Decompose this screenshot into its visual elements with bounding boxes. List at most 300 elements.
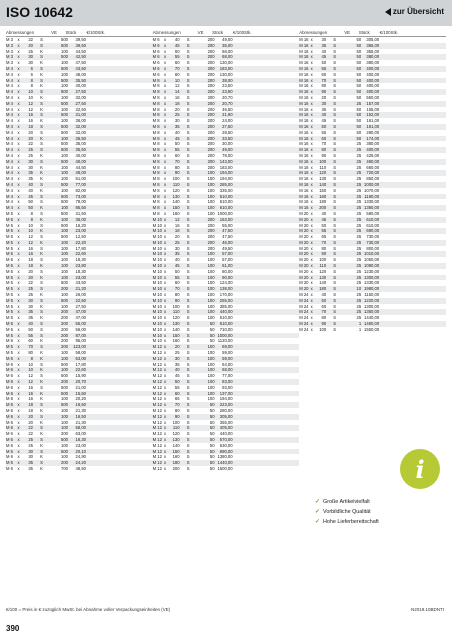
surface-cell: S	[186, 373, 190, 379]
times-cell: x	[17, 379, 20, 385]
quantity-cell: 25	[356, 228, 362, 234]
price-cell: 33,50	[222, 135, 233, 141]
surface-cell: S	[186, 222, 190, 228]
surface-cell: S	[333, 60, 337, 66]
quantity-cell: 25	[356, 199, 362, 205]
quantity-cell: 25	[356, 187, 362, 193]
price-cell: 1150,00	[364, 292, 380, 298]
thread-cell: M 16	[299, 205, 309, 211]
price-cell: 335,00	[219, 187, 233, 193]
length-cell: 60	[28, 338, 33, 344]
thread-cell: M 10	[152, 309, 162, 315]
surface-cell: S	[186, 193, 190, 199]
length-cell: 50	[174, 379, 180, 385]
surface-cell: K	[40, 176, 43, 182]
length-cell: 8	[30, 83, 33, 89]
quantity-cell: 100	[207, 193, 215, 199]
thread-cell: M 16	[299, 60, 309, 66]
price-cell: 400,00	[366, 71, 380, 77]
thread-cell: M 10	[152, 257, 162, 263]
quantity-cell: 100	[61, 367, 68, 373]
thread-cell: M 6	[6, 408, 13, 413]
footer-note: €/100 = Preis in € zuzüglich MwSt. bei Abnahme voller Verpackungseinheiten (VE)	[6, 607, 171, 612]
quantity-cell: 50	[209, 413, 215, 419]
price-cell: 46,00	[222, 239, 233, 245]
length-cell: 180	[319, 199, 327, 205]
thread-cell: M 4	[6, 176, 13, 182]
price-cell: 305,00	[366, 37, 380, 42]
thread-cell: M 6	[6, 436, 13, 442]
price-cell: 30,00	[222, 141, 233, 147]
times-cell: x	[164, 413, 167, 419]
length-cell: 8	[30, 355, 33, 361]
thread-cell: M 10	[152, 216, 162, 222]
thread-cell: M 12	[152, 361, 162, 367]
thread-cell: M 8	[152, 118, 160, 124]
price-cell: 83,00	[222, 379, 233, 385]
times-cell: x	[164, 355, 167, 361]
thread-cell: M 12	[152, 431, 162, 437]
surface-cell: S	[333, 292, 337, 298]
length-cell: 50	[174, 48, 180, 54]
length-cell: 10	[28, 367, 33, 373]
quantity-cell: 50	[356, 65, 362, 71]
times-cell: x	[164, 350, 167, 356]
surface-cell: S	[333, 54, 337, 60]
surface-cell: S	[186, 332, 190, 338]
times-cell: x	[17, 89, 20, 95]
times-cell: x	[17, 158, 20, 164]
surface-cell: S	[186, 112, 190, 118]
price-cell: 36,00	[75, 118, 86, 124]
price-cell: 22,20	[75, 239, 86, 245]
thread-cell: M 4	[6, 135, 13, 141]
price-cell: 630,00	[219, 442, 233, 448]
length-cell: 65	[321, 234, 327, 240]
quantity-cell: 100	[207, 297, 215, 303]
length-cell: 22	[28, 37, 33, 42]
quantity-cell: 100	[207, 199, 215, 205]
quantity-cell: 100	[61, 355, 68, 361]
times-cell: x	[164, 71, 167, 77]
thread-cell: M 24	[299, 309, 309, 315]
length-cell: 110	[172, 425, 180, 431]
thread-cell: M 4	[6, 147, 13, 153]
quantity-cell: 50	[209, 465, 215, 471]
quantity-cell: 100	[61, 303, 68, 309]
surface-cell: S	[40, 460, 43, 466]
times-cell: x	[164, 77, 167, 83]
price-cell: 35,00	[75, 141, 86, 147]
thread-cell: M 20	[299, 263, 309, 269]
times-cell: x	[310, 234, 313, 240]
times-cell: x	[17, 292, 20, 298]
times-cell: x	[17, 129, 20, 135]
length-cell: 20	[28, 413, 33, 419]
surface-cell: S	[186, 442, 190, 448]
surface-cell: S	[333, 274, 337, 280]
length-cell: 35	[28, 309, 33, 315]
length-cell: 30	[28, 60, 33, 66]
quantity-cell: 25	[356, 170, 362, 176]
length-cell: 12	[28, 234, 33, 240]
times-cell: x	[310, 245, 313, 251]
column-header-qty: Stück	[358, 30, 370, 36]
price-cell: 42,50	[75, 54, 86, 60]
length-cell: 80	[28, 350, 33, 356]
times-cell: x	[17, 193, 20, 199]
length-cell: 12	[28, 100, 33, 106]
length-cell: 110	[319, 263, 327, 269]
thread-cell: M 6	[6, 373, 13, 379]
surface-cell: K	[40, 152, 43, 158]
quantity-cell: 50	[209, 402, 215, 408]
surface-cell: S	[333, 37, 337, 42]
price-cell: 23,00	[75, 274, 86, 280]
surface-cell: S	[186, 297, 190, 303]
overview-link[interactable]	[385, 7, 444, 16]
length-cell: 40	[28, 181, 33, 187]
price-cell: 27,50	[222, 123, 233, 129]
price-cell: 22,60	[75, 367, 86, 373]
length-cell: 70	[174, 286, 180, 292]
price-cell: 1440,00	[217, 460, 233, 466]
quantity-cell: 700	[61, 465, 68, 471]
length-cell: 40	[174, 367, 180, 373]
price-cell: 21,30	[75, 419, 86, 425]
surface-cell: S	[333, 251, 337, 257]
thread-cell: M 12	[152, 454, 162, 460]
price-cell: 47,00	[75, 315, 86, 321]
times-cell: x	[164, 170, 167, 176]
price-cell: 27,50	[75, 100, 86, 106]
quantity-cell: 100	[61, 245, 68, 251]
length-cell: 40	[28, 187, 33, 193]
times-cell: x	[310, 54, 313, 60]
times-cell: x	[310, 37, 313, 42]
quantity-cell: 100	[207, 187, 215, 193]
quantity-cell: 100	[61, 176, 68, 182]
surface-cell: S	[186, 338, 190, 344]
thread-cell: M 10	[152, 251, 162, 257]
length-cell: 22	[28, 141, 33, 147]
surface-cell: S	[333, 210, 337, 216]
times-cell: x	[17, 54, 20, 60]
times-cell: x	[164, 402, 167, 408]
quantity-cell: 100	[61, 216, 68, 222]
price-cell: 1300,00	[364, 303, 380, 309]
thread-cell: M 10	[152, 274, 162, 280]
price-cell: 1330,00	[364, 280, 380, 286]
surface-cell: S	[186, 431, 190, 437]
surface-cell: S	[186, 390, 190, 396]
length-cell: 100	[319, 326, 327, 332]
times-cell: x	[164, 280, 167, 286]
times-cell: x	[164, 147, 167, 153]
price-cell: 56,00	[75, 326, 86, 332]
thread-cell: M 6	[152, 60, 160, 66]
quantity-cell: 200	[61, 326, 68, 332]
times-cell: x	[310, 71, 313, 77]
length-cell: 60	[174, 390, 180, 396]
times-cell: x	[164, 135, 167, 141]
times-cell: x	[310, 286, 313, 292]
times-cell: x	[17, 355, 20, 361]
times-cell: x	[310, 292, 313, 298]
price-cell: 32,00	[75, 123, 86, 129]
column-header-dim: Abmessungen	[6, 30, 35, 36]
thread-cell: M 8	[152, 89, 160, 95]
thread-cell: M 6	[6, 402, 13, 408]
quantity-cell: 25	[356, 268, 362, 274]
times-cell: x	[310, 257, 313, 263]
quantity-cell: 500	[61, 129, 68, 135]
length-cell: 8	[30, 210, 33, 216]
surface-cell: S	[186, 170, 190, 176]
quantity-cell: 100	[61, 205, 68, 211]
times-cell: x	[310, 210, 313, 216]
surface-cell: S	[333, 48, 337, 54]
quantity-cell: 200	[61, 309, 68, 315]
length-cell: 16	[28, 390, 33, 396]
surface-cell: S	[333, 170, 337, 176]
times-cell: x	[310, 181, 313, 187]
surface-cell: S	[186, 89, 190, 95]
quantity-cell: 25	[356, 210, 362, 216]
quantity-cell: 25	[356, 245, 362, 251]
quantity-cell: 200	[207, 89, 215, 95]
page-header	[0, 0, 452, 26]
length-cell: 16	[174, 94, 180, 100]
price-cell: 22,50	[75, 297, 86, 303]
surface-cell: K	[40, 396, 43, 402]
price-cell: 20,10	[75, 448, 86, 454]
thread-cell: M 12	[152, 390, 162, 396]
price-tables	[6, 30, 446, 472]
surface-cell: K	[40, 454, 43, 460]
surface-cell: S	[40, 332, 43, 338]
price-cell: 85,50	[75, 205, 86, 211]
length-cell: 110	[172, 181, 180, 187]
length-cell: 35	[321, 42, 327, 48]
price-cell: 24,90	[75, 454, 86, 460]
thread-cell: M 6	[6, 361, 13, 367]
price-cell: 77,00	[222, 373, 233, 379]
price-cell: 425,00	[366, 152, 380, 158]
length-cell: 45	[174, 135, 180, 141]
length-cell: 60	[321, 71, 327, 77]
surface-cell: S	[186, 315, 190, 321]
quantity-cell: 50	[209, 321, 215, 327]
thread-cell: M 5	[6, 263, 13, 269]
length-cell: 70	[174, 65, 180, 71]
times-cell: x	[164, 396, 167, 402]
surface-cell: S	[186, 419, 190, 425]
thread-cell: M 4	[6, 170, 13, 176]
length-cell: 30	[321, 37, 327, 42]
length-cell: 12	[174, 216, 180, 222]
length-cell: 12	[28, 373, 33, 379]
quantity-cell: 100	[207, 176, 215, 182]
thread-cell: M 24	[299, 315, 309, 321]
surface-cell: S	[333, 158, 337, 164]
quantity-cell: 25	[356, 303, 362, 309]
thread-cell: M 8	[152, 187, 160, 193]
quantity-cell: 50	[356, 89, 362, 95]
price-cell: 194,00	[219, 176, 233, 182]
quantity-cell: 200	[207, 37, 215, 42]
length-cell: 30	[28, 303, 33, 309]
price-cell: 365,00	[366, 42, 380, 48]
length-cell: 130	[319, 176, 327, 182]
thread-cell: M 20	[299, 216, 309, 222]
length-cell: 80	[174, 71, 180, 77]
surface-cell: S	[333, 257, 337, 263]
price-cell: 1500,00	[217, 465, 233, 471]
thread-cell: M 8	[152, 205, 160, 211]
surface-cell: S	[40, 129, 43, 135]
thread-cell: M 12	[152, 367, 162, 373]
thread-cell: M 8	[152, 181, 160, 187]
thread-cell: M 24	[299, 303, 309, 309]
surface-cell: S	[186, 448, 190, 454]
times-cell: x	[164, 216, 167, 222]
length-cell: 200	[319, 205, 327, 211]
length-cell: 120	[172, 315, 180, 321]
surface-cell: S	[186, 402, 190, 408]
quantity-cell: 200	[207, 94, 215, 100]
price-cell: 55,00	[222, 222, 233, 228]
times-cell: x	[310, 280, 313, 286]
thread-cell: M 12	[152, 460, 162, 466]
times-cell: x	[17, 431, 20, 437]
times-cell: x	[164, 390, 167, 396]
price-cell: 510,00	[219, 315, 233, 321]
surface-cell: S	[333, 118, 337, 124]
price-cell: 690,00	[219, 448, 233, 454]
length-cell: 30	[28, 297, 33, 303]
price-cell: 39,50	[75, 37, 86, 42]
length-cell: 40	[174, 129, 180, 135]
thread-cell: M 5	[6, 216, 13, 222]
times-cell: x	[164, 454, 167, 460]
thread-cell: M 4	[6, 71, 13, 77]
times-cell: x	[164, 54, 167, 60]
times-cell: x	[164, 379, 167, 385]
thread-cell: M 16	[299, 37, 309, 42]
surface-cell: S	[333, 315, 337, 321]
times-cell: x	[310, 205, 313, 211]
length-cell: 40	[174, 257, 180, 263]
length-cell: 40	[174, 37, 180, 42]
surface-cell: S	[333, 164, 337, 170]
times-cell: x	[164, 425, 167, 431]
thread-cell: M 5	[6, 321, 13, 327]
times-cell: x	[17, 413, 20, 419]
quantity-cell: 100	[61, 71, 68, 77]
thread-cell: M 10	[152, 286, 162, 292]
quantity-cell: 25	[356, 152, 362, 158]
table-row	[6, 466, 153, 472]
price-cell: 380,00	[366, 54, 380, 60]
surface-cell: K	[40, 216, 43, 222]
surface-cell: S	[186, 361, 190, 367]
thread-cell: M 4	[6, 181, 13, 187]
length-cell: 30	[28, 158, 33, 164]
surface-cell: S	[333, 129, 337, 135]
times-cell: x	[164, 448, 167, 454]
thread-cell: M 20	[299, 286, 309, 292]
price-cell: 51,00	[75, 176, 86, 182]
quantity-cell: 100	[61, 106, 68, 112]
price-cell: 27,50	[75, 89, 86, 95]
length-cell: 50	[174, 141, 180, 147]
surface-cell: K	[40, 106, 43, 112]
quantity-cell: 200	[207, 77, 215, 83]
length-cell: 55	[321, 228, 327, 234]
length-cell: 45	[174, 373, 180, 379]
thread-cell: M 16	[299, 118, 309, 124]
length-cell: 35	[174, 251, 180, 257]
price-cell: 163,00	[219, 216, 233, 222]
times-cell: x	[310, 164, 313, 170]
surface-cell: S	[333, 94, 337, 100]
thread-cell: M 8	[152, 193, 160, 199]
quantity-cell: 100	[61, 239, 68, 245]
thread-cell: M 20	[299, 280, 309, 286]
thread-cell: M 4	[6, 193, 13, 199]
surface-cell: K	[40, 338, 43, 344]
length-cell: 130	[172, 321, 180, 327]
times-cell: x	[17, 344, 20, 350]
length-cell: 90	[174, 297, 180, 303]
price-cell: 20,70	[222, 94, 233, 100]
surface-cell: S	[333, 280, 337, 286]
times-cell: x	[17, 408, 20, 413]
price-cell: 36,50	[75, 135, 86, 141]
surface-cell: S	[186, 303, 190, 309]
times-cell: x	[17, 234, 20, 240]
thread-cell: M 20	[299, 257, 309, 263]
quantity-cell: 100	[61, 187, 68, 193]
column-header-vc: VE	[344, 30, 351, 36]
thread-cell: M 10	[152, 303, 162, 309]
price-cell: 21,30	[75, 408, 86, 413]
length-cell: 10	[28, 94, 33, 100]
column-header-vc: VE	[51, 30, 57, 36]
length-cell: 16	[28, 251, 33, 257]
surface-cell: S	[333, 187, 337, 193]
times-cell: x	[17, 181, 20, 187]
price-cell: 23,90	[222, 89, 233, 95]
thread-cell: M 8	[152, 199, 160, 205]
price-cell: 57,00	[222, 251, 233, 257]
times-cell: x	[164, 205, 167, 211]
times-cell: x	[17, 245, 20, 251]
surface-cell: S	[40, 309, 43, 315]
thread-cell: M 5	[6, 297, 13, 303]
price-cell: 440,00	[219, 309, 233, 315]
quantity-cell: 200	[207, 100, 215, 106]
price-cell: 1980,00	[364, 286, 380, 292]
price-cell: 80,00	[222, 268, 233, 274]
thread-cell: M 10	[152, 332, 162, 338]
quantity-cell: 25	[356, 181, 362, 187]
thread-cell: M 16	[299, 48, 309, 54]
times-cell: x	[310, 100, 313, 106]
price-cell: 170,00	[219, 292, 233, 298]
surface-cell: S	[186, 228, 190, 234]
